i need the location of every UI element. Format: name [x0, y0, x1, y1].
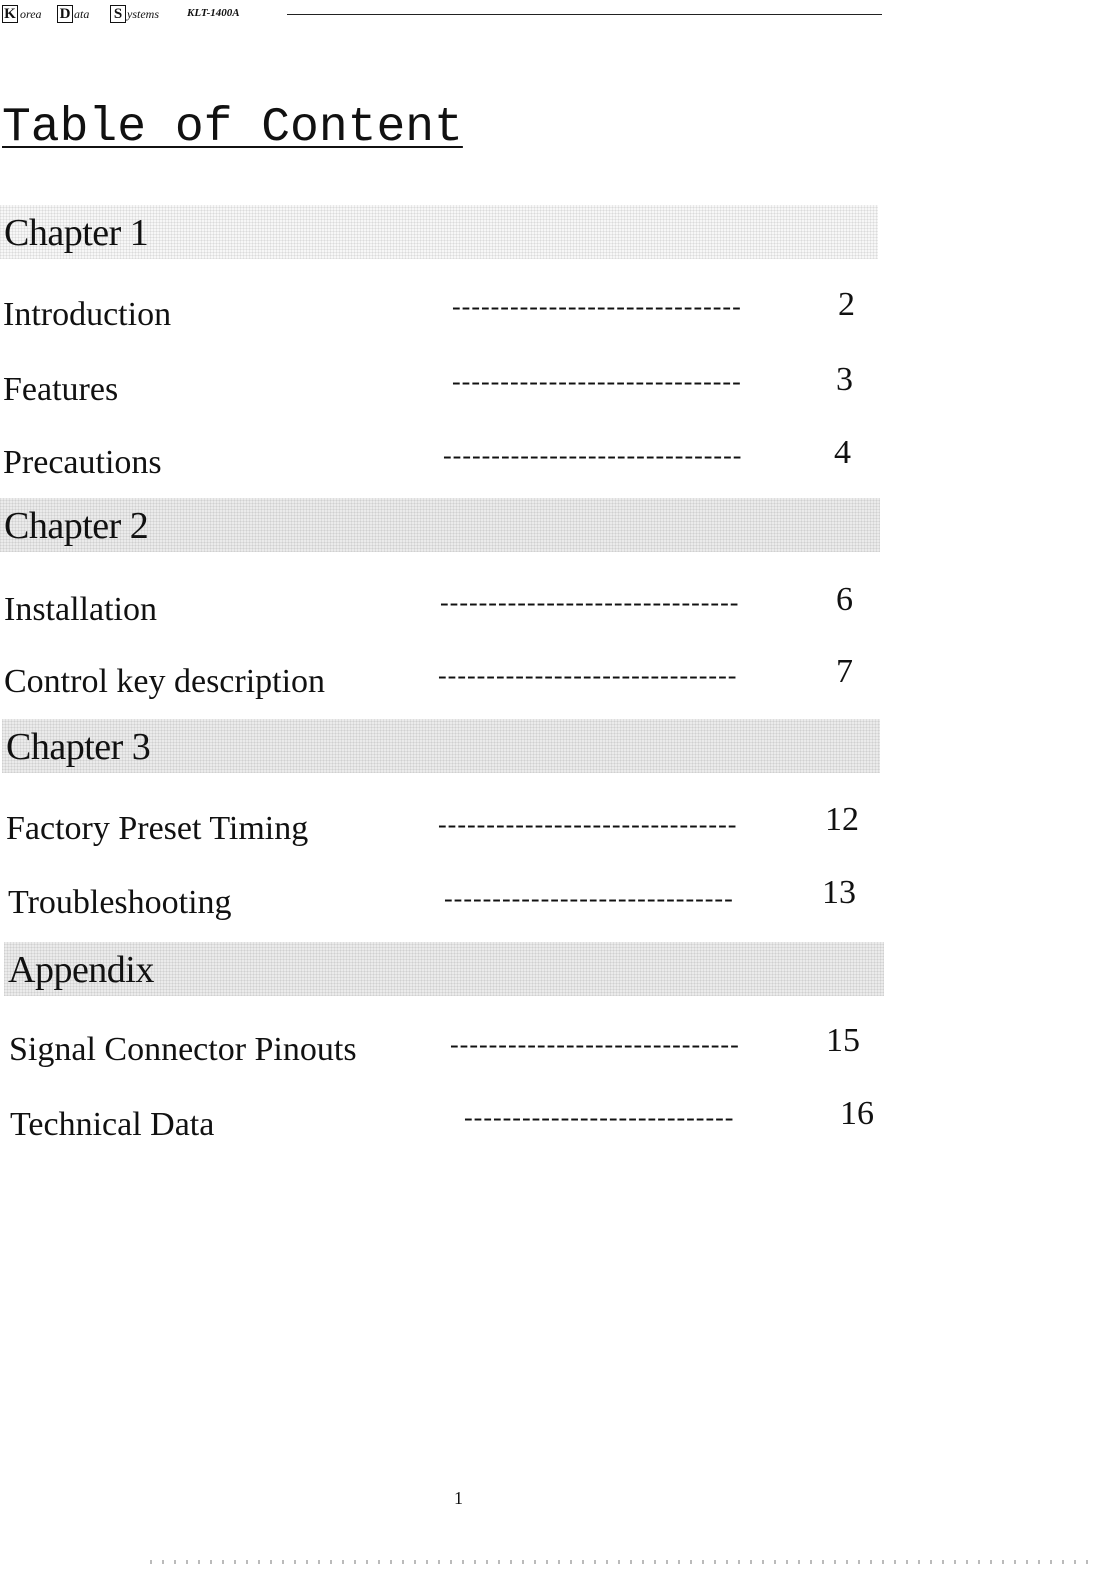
toc-entry-label: Troubleshooting	[8, 884, 232, 921]
toc-leader: ------------------------------	[452, 292, 742, 321]
toc-leader: ------------------------------	[444, 884, 734, 913]
toc-page-number: 2	[838, 286, 855, 323]
toc-entry-label: Technical Data	[10, 1106, 215, 1143]
chapter-band-3	[2, 719, 880, 773]
toc-entry-label: Control key description	[4, 663, 326, 700]
header-s-logo: S	[110, 5, 126, 23]
header-rule	[287, 14, 882, 15]
toc-leader: -------------------------------	[440, 588, 740, 617]
header-korea: orea	[20, 7, 42, 21]
header-k-logo: K	[2, 5, 18, 23]
chapter-band-1	[0, 205, 878, 259]
page-title: Table of Content	[2, 101, 463, 155]
chapter-band-2	[0, 498, 880, 552]
running-header	[2, 5, 882, 25]
toc-entry-label: Introduction	[3, 296, 172, 333]
toc-page-number: 13	[822, 874, 856, 911]
toc-entry-label: Signal Connector Pinouts	[9, 1031, 357, 1068]
toc-page-number: 15	[826, 1022, 860, 1059]
toc-page-number: 7	[836, 653, 853, 690]
header-data: ata	[74, 7, 90, 21]
toc-page-number: 3	[836, 361, 853, 398]
toc-page-number: 4	[834, 434, 851, 471]
header-d-logo: D	[57, 5, 73, 23]
chapter-heading: Chapter 2	[4, 505, 149, 547]
toc-leader: ------------------------------	[452, 367, 742, 396]
toc-leader: -------------------------------	[438, 661, 738, 690]
appendix-heading: Appendix	[8, 949, 154, 991]
toc-entry-label: Installation	[4, 591, 157, 628]
toc-leader: -------------------------------	[438, 810, 738, 839]
toc-entry-label: Precautions	[3, 444, 162, 481]
toc-page-number: 6	[836, 581, 853, 618]
toc-page-number: 12	[825, 801, 859, 838]
toc-leader: ------------------------------	[450, 1030, 740, 1059]
chapter-heading: Chapter 1	[4, 212, 149, 254]
toc-entry-label: Features	[3, 371, 119, 408]
toc-page-number: 16	[840, 1095, 874, 1132]
header-systems: ystems	[127, 7, 159, 21]
appendix-band	[4, 942, 884, 996]
toc-leader: ----------------------------	[464, 1103, 735, 1132]
footer-page-number: 1	[454, 1488, 463, 1508]
toc-entry-label: Factory Preset Timing	[6, 810, 309, 847]
scan-artifact-line	[150, 1560, 1090, 1564]
header-model: KLT-1400A	[187, 7, 240, 19]
chapter-heading: Chapter 3	[6, 726, 151, 768]
toc-leader: -------------------------------	[443, 441, 743, 470]
